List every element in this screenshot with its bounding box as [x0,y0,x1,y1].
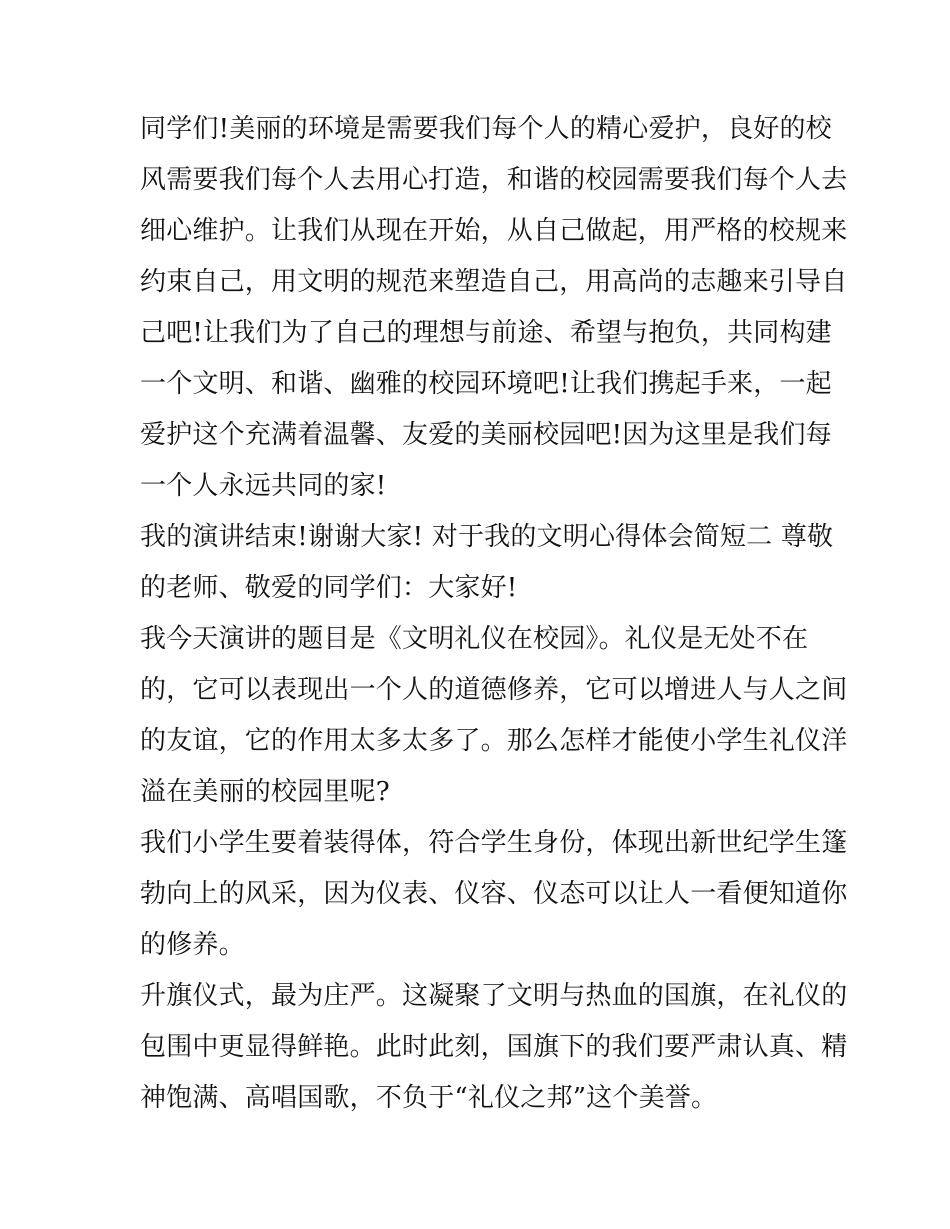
text-line: 同学们!美丽的环境是需要我们每个人的精心爱护，良好的校 [140,114,832,144]
document-body [140,104,848,1124]
text-line: 风需要我们每个人去用心打造，和谐的校园需要我们每个人去 [140,165,848,195]
text-line: 升旗仪式，最为庄严。这凝聚了文明与热血的国旗，在礼仪的 [140,981,848,1011]
text-line: 勃向上的风采，因为仪表、仪容、仪态可以让人一看便知道你 [140,879,848,909]
text-line: 神饱满、高唱国歌，不负于“礼仪之邦”这个美誉。 [140,1083,718,1113]
text-line: 一个人永远共同的家! [140,471,387,501]
text-line: 细心维护。让我们从现在开始，从自己做起，用严格的校规来 [140,216,848,246]
text-line: 溢在美丽的校园里呢? [140,777,390,807]
text-line: 约束自己，用文明的规范来塑造自己，用高尚的志趣来引导自 [140,267,848,297]
text-line: 爱护这个充满着温馨、友爱的美丽校园吧!因为这里是我们每 [140,420,832,450]
text-line: 包围中更显得鲜艳。此时此刻，国旗下的我们要严肃认真、精 [140,1032,848,1062]
text-line: 的，它可以表现出一个人的道德修养，它可以增进人与人之间 [140,675,848,705]
text-line: 的修养。 [140,930,245,960]
text-line: 我们小学生要着装得体，符合学生身份，体现出新世纪学生篷 [140,828,848,858]
text-line: 己吧!让我们为了自己的理想与前途、希望与抱负，共同构建 [140,318,832,348]
text-line: 的友谊，它的作用太多太多了。那么怎样才能使小学生礼仪洋 [140,726,848,756]
text-line: 一个文明、和谐、幽雅的校园环境吧!让我们携起手来，一起 [140,369,832,399]
text-line: 我今天演讲的题目是《文明礼仪在校园》。礼仪是无处不在 [140,624,809,654]
text-line: 我的演讲结束!谢谢大家! 对于我的文明心得体会简短二 尊敬 [140,522,834,552]
text-line: 的老师、敬爱的同学们：大家好! [140,573,518,603]
